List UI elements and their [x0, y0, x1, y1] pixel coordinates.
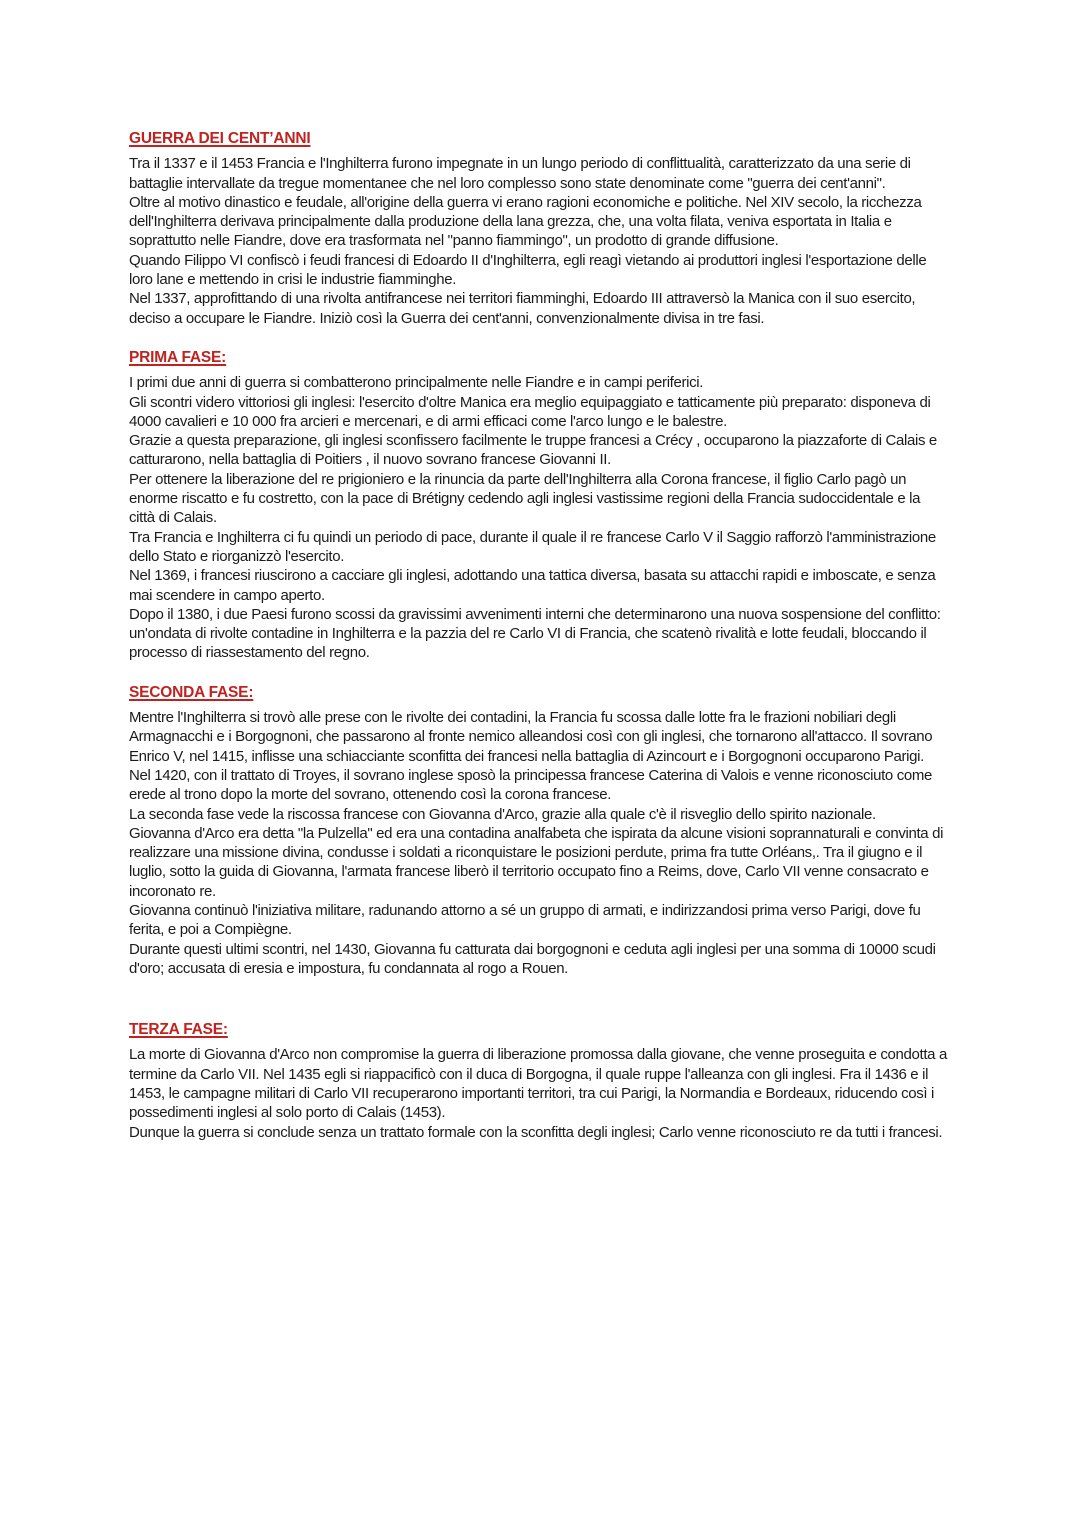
paragraph: Per ottenere la liberazione del re prigioniero e la rinuncia da parte dell'Inghilterra alla Corona francese, il figlio Carlo pagò un enorme riscatto e fu costretto, con la pace di Brétigny cedendo agli inglesi vastissime regioni della Francia sudoccidentale e la città di Calais.: [129, 470, 921, 527]
paragraph: La seconda fase vede la riscossa francese con Giovanna d'Arco, grazie alla quale c'è il risveglio dello spirito nazionale.: [129, 805, 876, 823]
section-seconda-fase: [129, 683, 949, 978]
paragraph: Dunque la guerra si conclude senza un trattato formale con la sconfitta degli inglesi; Carlo venne riconosciuto re da tutti i francesi.: [129, 1123, 943, 1141]
paragraph: Giovanna continuò l'iniziativa militare, radunando attorno a sé un gruppo di armati, e indirizzandosi prima verso Parigi, dove fu ferita, e poi a Compiègne.: [129, 901, 921, 939]
section-heading: TERZA FASE:: [129, 1021, 228, 1039]
paragraph: I primi due anni di guerra si combatterono principalmente nelle Fiandre e in campi periferici.: [129, 374, 704, 392]
section-guerra-dei-cent-anni: [129, 129, 949, 328]
section-terza-fase: [129, 1020, 949, 1142]
section-heading: PRIMA FASE:: [129, 348, 227, 366]
section-heading: GUERRA DEI CENT’ANNI: [129, 130, 311, 147]
paragraph: Giovanna d'Arco era detta "la Pulzella" ed era una contadina analfabeta che ispirata da alcune visioni soprannaturali e convinta di realizzare una missione divina, condusse i soldati a riconquistare le posizioni perdute, prima fra tutte Orléans,. Tra il giugno e il luglio, sotto la guida di Giovanna, l'armata francese liberò il territorio occupato fino a Reims, dove, Carlo VII venne consacrato e incoronato re.: [129, 824, 944, 900]
paragraph: Oltre al motivo dinastico e feudale, all'origine della guerra vi erano ragioni economiche e politiche. Nel XIV secolo, la ricchezza dell'Inghilterra derivava principalmente dalla produzione della lana grezza, che, una volta filata, veniva esportata in Italia e soprattutto nelle Fiandre, dove era trasformata nel "panno fiammingo", un prodotto di grande diffusione.: [129, 193, 922, 250]
paragraph: Gli scontri videro vittoriosi gli inglesi: l'esercito d'oltre Manica era meglio equipaggiato e tatticamente più preparato: disponeva di 4000 cavalieri e 10 000 fra arcieri e mercenari, e di armi efficaci come l'arco lungo e le balestre.: [129, 393, 931, 430]
section-heading: SECONDA FASE:: [129, 683, 254, 701]
paragraph: Nel 1369, i francesi riuscirono a cacciare gli inglesi, adottando una tattica diversa, basata su attacchi rapidi e imboscate, e senza mai scendere in campo aperto.: [129, 567, 936, 604]
paragraph: Mentre l'Inghilterra si trovò alle prese con le rivolte dei contadini, la Francia fu scossa dalle lotte fra le frazioni nobiliari degli Armagnacchi e i Borgognoni, che passarono al fronte nemico alleandosi così con gli inglesi, che tornarono all'attacco. Il sovrano Enrico V, nel 1415, inflisse una schiacciante sconfitta dei francesi nella battaglia di Azincourt e i Borgognoni occuparono Parigi. Nel 1420, con il trattato di Troyes, il sovrano inglese sposò la principessa francese Caterina di Valois e venne riconosciuto come erede al trono dopo la morte del sovrano, ottenendo così la corona francese.: [129, 709, 933, 804]
paragraph: Dopo il 1380, i due Paesi furono scossi da gravissimi avvenimenti interni che determinarono una nuova sospensione del conflitto: un'ondata di rivolte contadine in Inghilterra e la pazzia del re Carlo VI di Francia, che scatenò rivalità e lotte feudali, bloccando il processo di riassestamento del regno.: [129, 605, 941, 662]
section-prima-fase: [129, 348, 949, 663]
document-content: [129, 129, 949, 1142]
paragraph: Nel 1337, approfittando di una rivolta antifrancese nei territori fiamminghi, Edoardo III attraversò la Manica con il suo esercito, deciso a occupare le Fiandre. Iniziò così la Guerra dei cent'anni, convenzionalmente divisa in tre fasi.: [129, 290, 916, 327]
paragraph: Durante questi ultimi scontri, nel 1430, Giovanna fu catturata dai borgognoni e ceduta agli inglesi per una somma di 10000 scudi d'oro; accusata di eresia e impostura, fu condannata al rogo a Rouen.: [129, 940, 936, 977]
paragraph: Quando Filippo VI confiscò i feudi francesi di Edoardo II d'Inghilterra, egli reagì vietando ai produttori inglesi l'esportazione delle loro lane e mettendo in crisi le industrie fiamminghe.: [129, 251, 927, 289]
paragraph: Grazie a questa preparazione, gli inglesi sconfissero facilmente le truppe francesi a Crécy , occuparono la piazzaforte di Calais e catturarono, nella battaglia di Poitiers , il nuovo sovrano francese Giovanni II.: [129, 432, 937, 469]
paragraph: Tra il 1337 e il 1453 Francia e l'Inghilterra furono impegnate in un lungo periodo di conflittualità, caratterizzato da una serie di battaglie intervallate da tregue momentanee che nel loro complesso sono state denominate come "guerra dei cent'anni".: [129, 155, 911, 192]
paragraph: La morte di Giovanna d'Arco non compromise la guerra di liberazione promossa dalla giovane, che venne proseguita e condotta a termine da Carlo VII. Nel 1435 egli si riappacificò con il duca di Borgogna, il quale ruppe l'alleanza con gli inglesi. Fra il 1436 e il 1453, le campagne militari di Carlo VII recuperarono importanti territori, tra cui Parigi, la Normandia e Bordeaux, riducendo così i possedimenti inglesi al solo porto di Calais (1453).: [129, 1046, 947, 1122]
paragraph: Tra Francia e Inghilterra ci fu quindi un periodo di pace, durante il quale il re francese Carlo V il Saggio rafforzò l'amministrazione dello Stato e riorganizzò l'esercito.: [129, 528, 936, 565]
